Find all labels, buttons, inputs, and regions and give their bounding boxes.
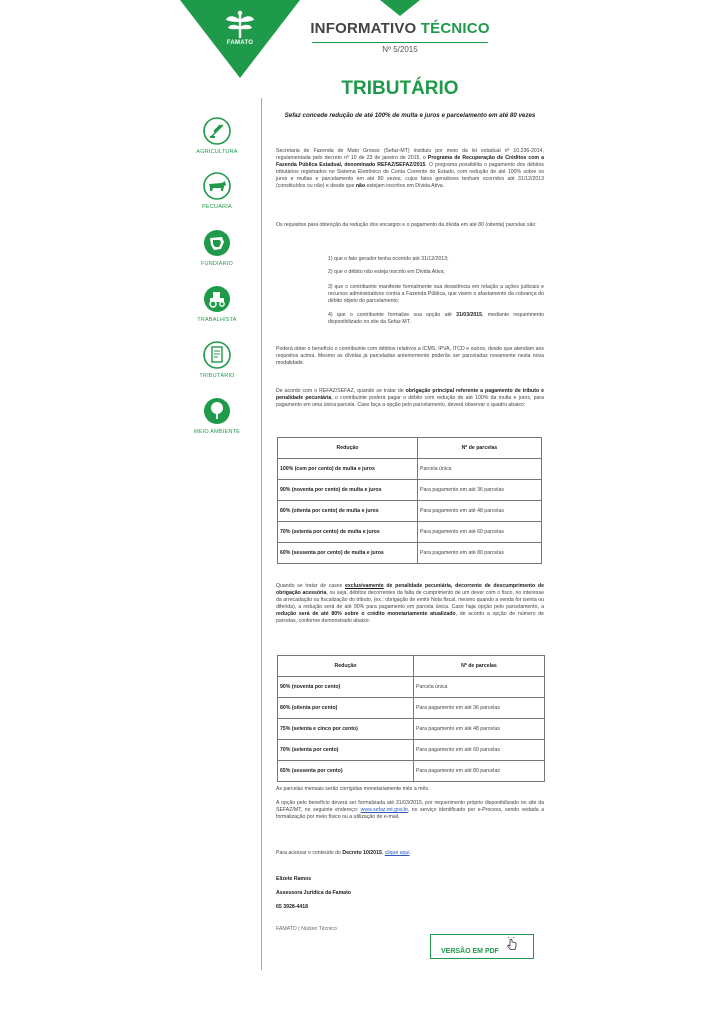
header-divider [312,42,488,43]
article-subtitle: Sefaz concede redução de até 100% de multa e juros e parcelamento em até 80 vezes [284,112,536,119]
table-header-row [278,438,542,459]
section-title: TRIBUTÁRIO [341,78,459,99]
table-row [278,522,542,543]
paragraph-main-obligation [276,388,544,409]
text: , [381,850,385,856]
text-bold: redução será de até 80% sobre o crédito monetariamente atualizado [276,611,456,617]
reduction-table-1 [277,437,542,564]
signature-role: Assessora Jurídica da Famato [276,890,351,896]
sidebar-item-label: PECUÁRIA [202,204,232,210]
reduction-table-2 [277,655,545,782]
paragraph-beneficiaries: Poderá obter o benefício o contribuinte com débitos relativos a ICMS, IPVA, ITCD e outros, desde que atendam aos requisitos acima. Mesmo as dívidas já parceladas anteriormente poderão ser parceladas novamente nesta nova modalidade. [276,346,544,366]
table-cell: 90% (noventa por cento) [278,677,414,698]
text: . O programa possibilita o pagamento dos débitos tributários registrados no Sistema Eletrônico de Conta Corrente do Estado, com redução de até 100% sobre os juros e multas e parcelamento em até 80 vezes, cujos fatos geradores tenham ocorridos até 31/12/2013 (constituídos ou não) e desde que [276,162,545,189]
pdf-button-label: VERSÃO EM PDF [441,948,499,955]
footer-note: FAMATO | Núcleo Técnico [276,926,337,932]
table-header-parcelas: Nº de parcelas [414,656,545,677]
table-header-parcelas: Nº de parcelas [418,438,542,459]
text: De acordo com o REFAZ/SEFAZ, quando se tratar de [276,388,406,394]
table-row [278,543,542,564]
table-cell: Parcela única [418,459,542,480]
title-part-2: TÉCNICO [420,20,490,37]
table-row [278,677,545,698]
paragraph-monthly-correction: As parcelas mensais serão corrigidas monetariamente mês a mês. [276,786,430,792]
table-row [278,459,542,480]
table-row [278,761,545,782]
table-cell: 100% (cem por cento) de multa e juros [278,459,418,480]
famato-logo[interactable] [180,0,300,78]
text-bold-underline: exclusivamente [345,583,384,589]
table-cell: Para pagamento em até 80 parcelas [414,761,545,782]
text-bold: 31/03/2015 [456,312,483,318]
sidebar-item-label: TRABALHISTA [197,317,237,323]
tractor-icon [202,284,232,314]
sidebar-item-label: AGRICULTURA [196,149,238,155]
text: A opção pelo benefício deverá ser formalizada até 31/03/2015, por requerimento próprio disponibilizado no site da SEFAZ/MT, no seguinte endereço: [276,800,544,813]
table-row [278,719,545,740]
table-cell: Para pagamento em até 36 parcelas [414,698,545,719]
paragraph-decree [276,850,544,857]
sidebar-item-pecuaria[interactable] [185,171,249,210]
table-cell: 75% (setenta e cinco por cento) [278,719,414,740]
paragraph-penalty [276,583,544,625]
table-cell: Para pagamento em até 60 parcelas [414,740,545,761]
logo-text: FAMATO [226,40,254,46]
requirement-4 [328,312,544,326]
requirement-3: 3) que o contribuinte manifeste formalmente sua desistência em relação a ações judiciais e recursos administrativos contra a Fazenda Pública, que visem o afastamento da cobrança do débito objeto do parcelamento; [328,284,544,304]
paragraph-intro [276,148,544,190]
text: , ou seja, débitos decorrentes da falta de cumprimento de um dever com o fisco, no interesse da arrecadação ou fiscalização do tributo, (ex.: obrigação de emitir Nota fiscal, mesmo quando a venda for isenta ou diferida), a redução será de até 90% para pagamento em parcela única. Caso haja opção pelo parcelamento, a [276,590,545,610]
sidebar-item-label: TRIBUTÁRIO [199,373,235,379]
pdf-version-button[interactable] [430,934,534,959]
text-bold: Programa de Recuperação de Créditos com a Fazenda Pública Estadual, denominado REFAZ/SEFAZ/2015 [276,155,544,168]
signature-name: Elizete Ramos [276,876,312,882]
famato-logo-icon [221,10,259,40]
sidebar-item-tributario[interactable] [185,340,249,379]
table-cell: 80% (oitenta por cento) de multa e juros [278,501,418,522]
table-row [278,501,542,522]
decree-link[interactable]: clique aqui [384,850,410,856]
sidebar-item-agricultura[interactable] [185,116,249,155]
click-hand-icon [505,937,519,951]
text: Secretaria de Fazenda de Mato Grosso (Sefaz-MT) instituiu por meio da lei estadual nº 10.236-2014, regulamentada pelo decreto nº 10 de 23 de janeiro de 2015, o [276,148,544,161]
cow-icon [202,171,232,201]
title-part-1: INFORMATIVO [310,20,417,37]
text: , no serviço identificado por e-Process, sendo vedada a formalização por meio físico ou a utilização de e-mail. [276,807,544,820]
issue-number: Nº 5/2015 [382,45,418,54]
table-cell: Para pagamento em até 80 parcelas [418,543,542,564]
text-bold: de penalidade pecuniária, decorrente de descumprimento de obrigação acessória [276,583,544,596]
table-cell: 80% (oitenta por cento) [278,698,414,719]
paragraph-deadline [276,800,544,821]
table-row [278,480,542,501]
table-header-reducao: Redução [278,656,414,677]
table-cell: 60% (sessenta por cento) de multa e juros [278,543,418,564]
sidebar-item-label: MEIO AMBIENTE [194,429,240,435]
wheat-icon [202,116,232,146]
land-map-icon [202,228,232,258]
text: 4) que o contribuinte formalize sua opção até [328,312,457,318]
table-row [278,740,545,761]
document-icon [202,340,232,370]
sefaz-link[interactable]: www.sefaz.mt.gov.br [360,807,408,813]
text: estejam inscritos em Dívida Ativa. [365,183,445,189]
signature-phone: 65 3928-4418 [276,904,309,910]
table-cell: Para pagamento em até 48 parcelas [414,719,545,740]
table-cell: 90% (noventa por cento) de multa e juros [278,480,418,501]
table-row [278,698,545,719]
text: . [409,850,411,856]
tree-icon [202,396,232,426]
text: Para acessar o conteúdo do [276,850,343,856]
text: , o contribuinte poderá pagar o débito com redução de até 100% da multa e juros, para pagamento em uma única parcela. Caso faça a opção pelo parcelamento, deverá observar o quadro abaixo: [276,395,544,408]
text-bold: não [355,183,366,189]
table-cell: Para pagamento em até 60 parcelas [418,522,542,543]
table-header-reducao: Redução [278,438,418,459]
table-cell: Para pagamento em até 36 parcelas [418,480,542,501]
table-cell: Para pagamento em até 48 parcelas [418,501,542,522]
paragraph-requirements-intro: Os requisitos para obtenção da redução dos encargos e o pagamento da dívida em até 80 (oitenta) parcelas são: [276,222,537,228]
text-bold: obrigação principal referente a pagamento de tributo e penalidade pecuniária [276,388,544,401]
sidebar-item-meio-ambiente[interactable] [185,396,249,435]
table-cell: Parcela única [414,677,545,698]
newsletter-title [300,20,500,37]
text-bold: Decreto 10/2015 [342,850,382,856]
sidebar-item-trabalhista[interactable] [185,284,249,323]
table-cell: 70% (setenta por cento) de multa e juros [278,522,418,543]
sidebar-divider [261,98,262,970]
text: , mediante requerimento disponibilizado no site da Sefaz-MT. [328,312,544,325]
sidebar-item-fundiario[interactable] [185,228,249,267]
requirement-1: 1) que o fato gerador tenha ocorrido até 31/12/2013; [328,256,449,262]
sidebar-item-label: FUNDIÁRIO [200,261,234,267]
header-accent [380,0,420,16]
table-cell: 70% (setenta por cento) [278,740,414,761]
table-header-row [278,656,545,677]
text: , de acordo a opção de número de parcelas, conforme demonstrado abaixo: [276,611,544,624]
table-cell: 65% (sessenta por cento) [278,761,414,782]
requirement-2: 2) que o débito não esteja inscrito em Dívida Ativa; [328,269,445,275]
text: Quando se tratar de casos [276,583,345,589]
